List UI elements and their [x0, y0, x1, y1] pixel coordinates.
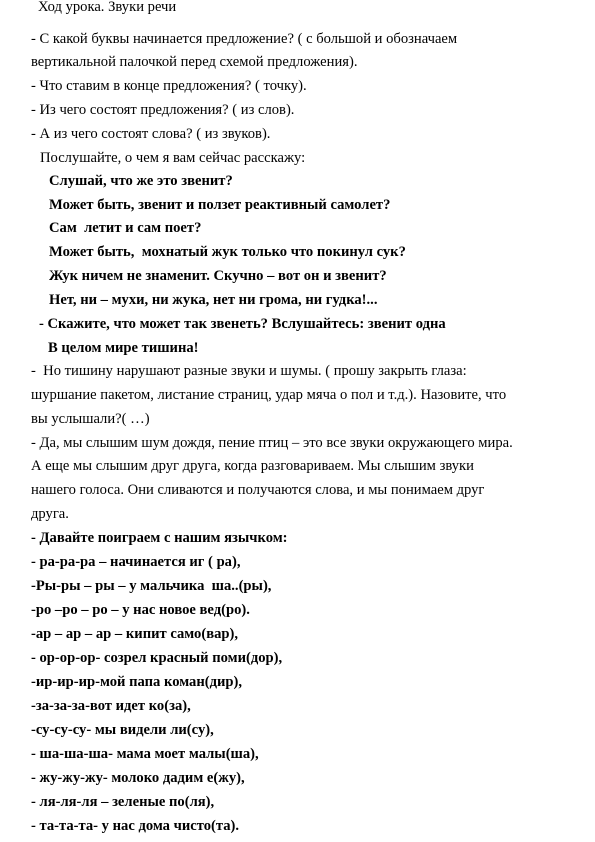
text-line: нашего голоса. Они сливаются и получаются слова, и мы понимаем друг	[31, 482, 485, 498]
text-line: вертикальной палочкой перед схемой предложения).	[31, 54, 358, 70]
exercise-line: - жу-жу-жу- молоко дадим е(жу),	[31, 770, 245, 786]
exercise-line: -ар – ар – ар – кипит само(вар),	[31, 626, 238, 642]
text-line: - С какой буквы начинается предложение? ( с большой и обозначаем	[31, 31, 458, 47]
poem-line: - Скажите, что может так звенеть? Вслушайтесь: звенит одна	[39, 316, 446, 332]
exercise-line: - ля-ля-ля – зеленые по(ля),	[31, 794, 215, 810]
poem-line: В целом мире тишина!	[48, 340, 199, 356]
poem-line: Слушай, что же это звенит?	[49, 173, 233, 189]
text-line: - Из чего состоят предложения? ( из слов).	[31, 102, 295, 118]
cut-off-heading	[38, 0, 338, 16]
exercise-line: - та-та-та- у нас дома чисто(та).	[31, 818, 240, 834]
text-line: - Но тишину нарушают разные звуки и шумы. ( прошу закрыть глаза:	[31, 363, 467, 379]
text-line: - А из чего состоят слова? ( из звуков).	[31, 126, 271, 142]
exercise-line: -ир-ир-ир-мой папа коман(дир),	[31, 674, 243, 690]
poem-line: Нет, ни – мухи, ни жука, нет ни грома, ни гудка!...	[49, 292, 378, 308]
text-line: Послушайте, о чем я вам сейчас расскажу:	[40, 150, 306, 166]
text-line: - Да, мы слышим шум дождя, пение птиц – это все звуки окружающего мира.	[31, 435, 513, 451]
exercise-line: -Ры-ры – ры – у мальчика ша..(ры),	[31, 578, 272, 594]
poem-line: Жук ничем не знаменит. Скучно – вот он и звенит?	[49, 268, 387, 284]
exercise-line: -су-су-су- мы видели ли(су),	[31, 722, 214, 738]
exercise-line: - ша-ша-ша- мама моет малы(ша),	[31, 746, 259, 762]
exercise-heading: - Давайте поиграем с нашим язычком:	[31, 530, 288, 546]
exercise-line: - ра-ра-ра – начинается иг ( ра),	[31, 554, 241, 570]
exercise-line: -ро –ро – ро – у нас новое вед(ро).	[31, 602, 250, 618]
text-line: вы услышали?( …)	[31, 411, 150, 427]
poem-line: Может быть, звенит и ползет реактивный самолет?	[49, 197, 391, 213]
exercise-line: - ор-ор-ор- созрел красный поми(дор),	[31, 650, 283, 666]
text-line: - Что ставим в конце предложения? ( точку).	[31, 78, 307, 94]
text-line: А еще мы слышим друг друга, когда разговариваем. Мы слышим звуки	[31, 458, 474, 474]
text-line: друга.	[31, 506, 69, 522]
poem-line: Сам летит и сам поет?	[49, 220, 202, 236]
cut-off-heading-text: Ход урока. Звуки речи	[38, 0, 177, 15]
text-line: шуршание пакетом, листание страниц, удар мяча о пол и т.д.). Назовите, что	[31, 387, 507, 403]
exercise-line: -за-за-за-вот идет ко(за),	[31, 698, 191, 714]
poem-line: Может быть, мохнатый жук только что покинул сук?	[49, 244, 406, 260]
